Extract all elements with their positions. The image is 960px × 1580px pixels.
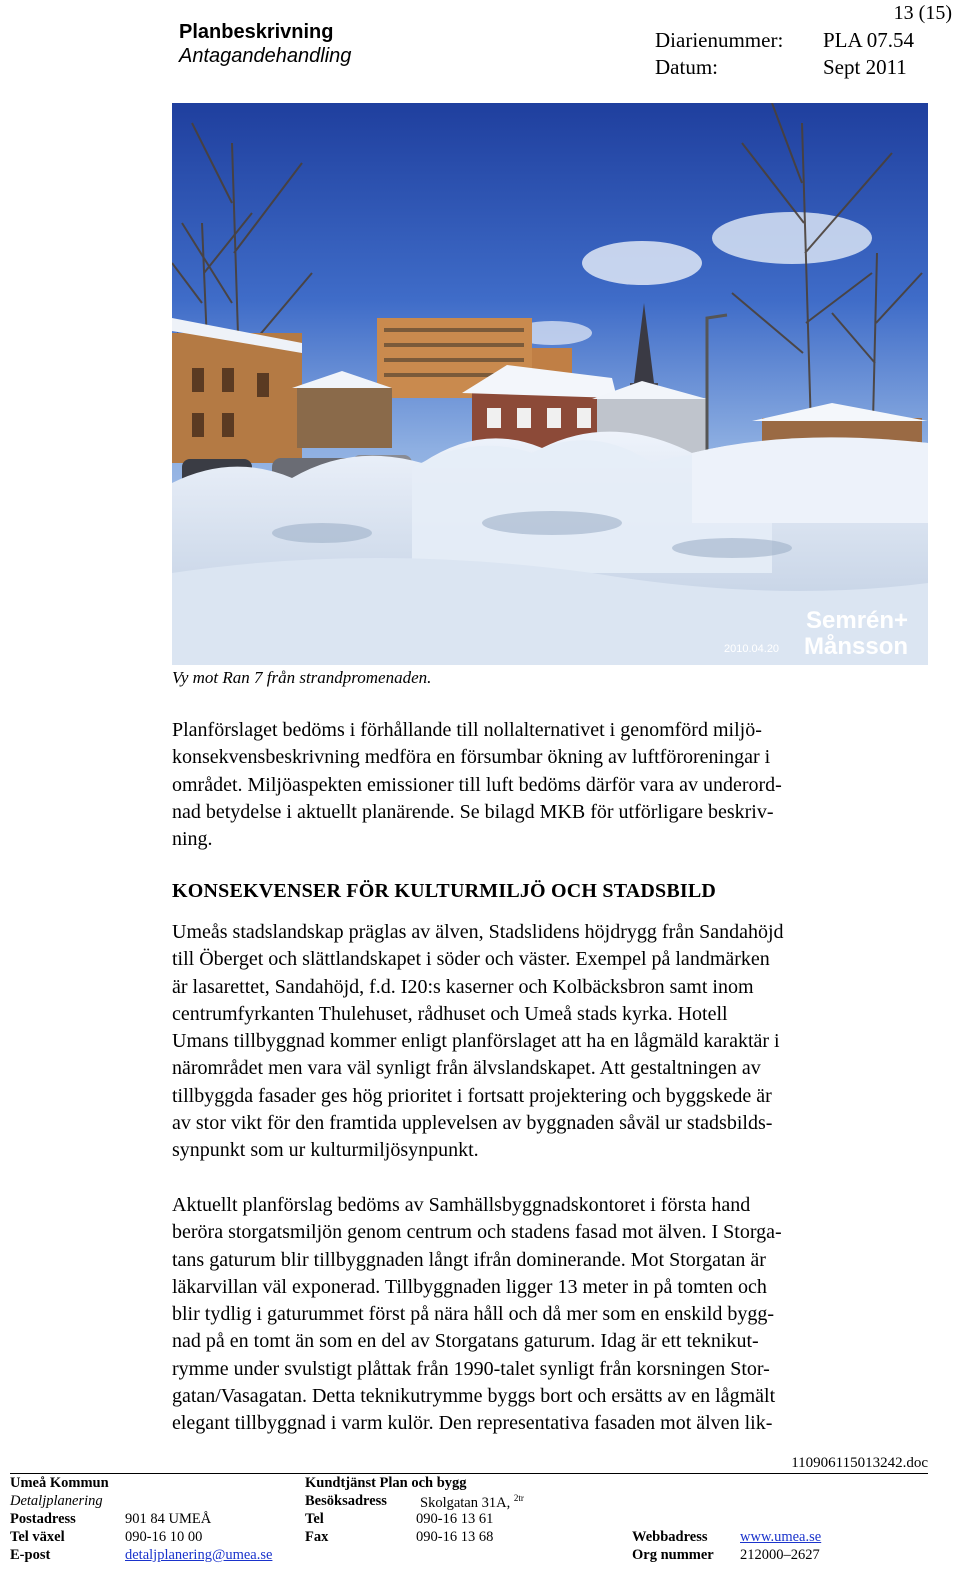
web-link[interactable]: www.umea.se [740, 1529, 822, 1545]
paragraph-storgatan [172, 1192, 924, 1438]
orgnr-value: 212000–2627 [740, 1547, 820, 1563]
text-line: Aktuellt planförslag bedöms av Samhällsbyggnadskontoret i första hand [172, 1194, 751, 1216]
text-line: gatan/Vasagatan. Detta teknikutrymme byggs bort och ersätts av en lågmält [172, 1385, 776, 1408]
watermark-mansson: Månsson [804, 633, 909, 660]
text-line: elegant tillbyggnad i varm kulör. Den representativa fasaden mot älven lik- [172, 1412, 773, 1435]
paragraph-air-quality [172, 717, 924, 853]
text-line: centrumfyrkanten Thulehuset, rådhuset och Umeå stads kyrka. Hotell [172, 1002, 728, 1025]
text-line: Umeås stadslandskap präglas av älven, Stadslidens höjdrygg från Sandahöjd [172, 921, 784, 943]
footer-org: Umeå Kommun [10, 1475, 109, 1491]
epost-link[interactable]: detaljplanering@umea.se [125, 1547, 273, 1563]
photo-date-stamp: 2010.04.20 [724, 643, 780, 655]
text-line: tillbyggda fasader ges hög prioritet i fortsatt projektering och byggskede är [172, 1084, 772, 1107]
besok-floor: 2tr [513, 1493, 524, 1503]
section-heading: KONSEKVENSER FÖR KULTURMILJÖ OCH STADSBILD [172, 880, 717, 902]
epost-label: E-post [10, 1547, 51, 1563]
photo-caption: Vy mot Ran 7 från strandpromenaden. [172, 668, 432, 687]
fax-label: Fax [305, 1529, 329, 1545]
datum-label: Datum: [655, 55, 718, 79]
web-label: Webbadress [632, 1529, 708, 1545]
besok-street: Skolgatan 31A, [420, 1494, 511, 1511]
document-subtitle: Antagandehandling [179, 45, 352, 67]
telvaxel-value: 090-16 10 00 [125, 1529, 203, 1545]
text-line: nad betydelse i aktuellt planärende. Se bilagd MKB för utförligare beskriv- [172, 800, 774, 823]
text-line: rymme under svulstigt plåttak från 1990-talet synligt från korsningen Stor- [172, 1357, 770, 1380]
datum-value: Sept 2011 [823, 55, 907, 79]
text-line: blir tydlig i gaturummet först på nära håll och då mer som en enskild bygg- [172, 1303, 775, 1326]
text-line: beröra storgatsmiljön genom centrum och stadens fasad mot älven. I Storga- [172, 1221, 782, 1244]
postadress-label: Postadress [10, 1511, 76, 1527]
text-line: nad på en tomt än som en del av Storgatans gaturum. Idag är ett teknikut- [172, 1330, 759, 1353]
snow-street-photo [172, 103, 928, 665]
besok-label: Besöksadress [305, 1493, 387, 1509]
text-line: området. Miljöaspekten emissioner till luft bedöms därför vara av underord- [172, 773, 782, 796]
document-filename: 110906115013242.doc [791, 1455, 928, 1471]
tel-label: Tel [305, 1511, 324, 1527]
besok-value [420, 1493, 524, 1512]
tel-value: 090-16 13 61 [416, 1511, 494, 1527]
footer-divider [10, 1473, 928, 1474]
text-line: till Öberget och slättlandskapet i söder och väster. Exempel på landmärken [172, 948, 770, 971]
text-line: läkarvillan väl exponerad. Tillbyggnaden ligger 13 meter in på tomten och [172, 1275, 767, 1298]
text-line: Planförslaget bedöms i förhållande till nollalternativet i genomförd miljö- [172, 719, 762, 741]
text-line: konsekvensbeskrivning medföra en försumbar ökning av luftföroreningar i [172, 746, 771, 769]
text-line: Umans tillbyggnad kommer enligt planförslaget att ha en lågmäld karaktär i [172, 1030, 780, 1053]
text-line: ning. [172, 828, 213, 851]
diarienummer-value: PLA 07.54 [823, 28, 915, 52]
text-line: av stor vikt för den framtida upplevelsen av byggnaden såväl ur stadsbilds- [172, 1112, 773, 1135]
text-line: är lasarettet, Sandahöjd, f.d. I20:s kaserner och Kolbäcksbron samt inom [172, 975, 754, 998]
document-title: Planbeskrivning [179, 21, 334, 43]
diarienummer-label: Diarienummer: [655, 28, 784, 52]
postadress-value: 901 84 UMEÅ [125, 1511, 212, 1527]
page-number: 13 (15) [893, 2, 952, 24]
text-line: synpunkt som ur kulturmiljösynpunkt. [172, 1139, 479, 1162]
text-line: tans gaturum blir tillbyggnaden långt ifrån dominerande. Mot Storgatan är [172, 1248, 766, 1271]
telvaxel-label: Tel växel [10, 1529, 65, 1545]
text-line: närområdet men vara väl synligt från älvslandskapet. Att gestaltningen av [172, 1057, 761, 1080]
paragraph-cityscape [172, 919, 924, 1165]
footer-dept: Detaljplanering [10, 1493, 103, 1509]
fax-value: 090-16 13 68 [416, 1529, 494, 1545]
service-name: Kundtjänst Plan och bygg [305, 1475, 467, 1491]
watermark-semren: Semrén+ [806, 607, 909, 634]
orgnr-label: Org nummer [632, 1547, 714, 1563]
